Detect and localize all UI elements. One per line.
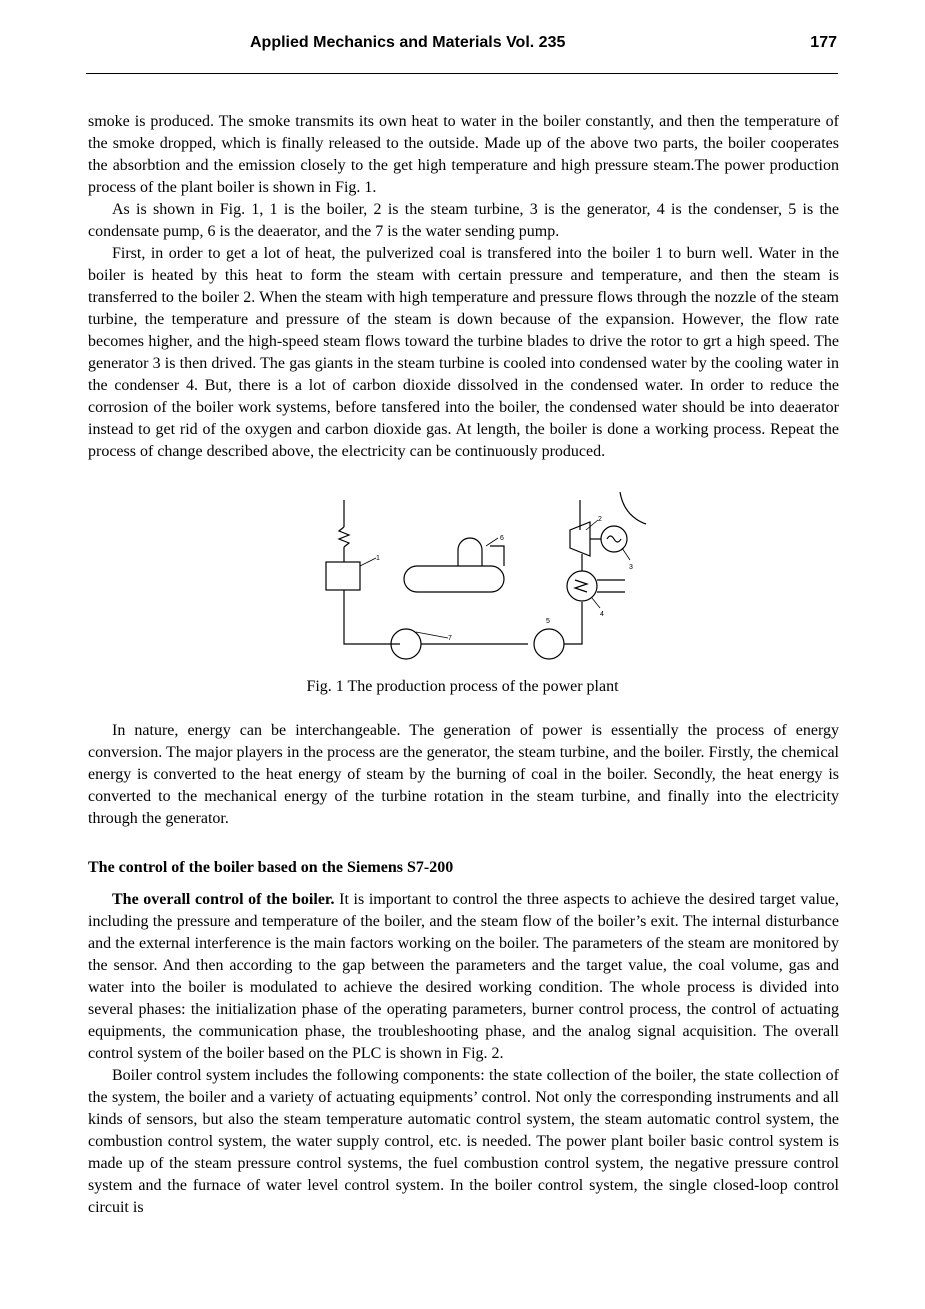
leader-line-4 [592, 598, 600, 608]
page-number: 177 [810, 34, 837, 51]
subsection-title: The overall control of the boiler. [112, 891, 335, 908]
deaerator-tank [404, 566, 504, 592]
paragraph: In nature, energy can be interchangeable. The generation of power is essentially the process of energy conversion. The major players in the process are the generator, the steam turbine, and the boiler. Firstly, the chemical energy is converted to the heat energy of steam by the burning of coal in the boiler. Secondly, the heat energy is converted to the mechanical energy of the turbine rotation in the steam turbine, and finally into the electricity through the generator. [88, 722, 839, 827]
boiler [326, 562, 360, 590]
body-text-middle [88, 720, 839, 830]
deaerator-head [458, 538, 482, 566]
paragraph [88, 889, 839, 1065]
paragraph: First, in order to get a lot of heat, the pulverized coal is transfered into the boiler 1 to burn well. Water in the boiler is heated by this heat to form the steam with certain pressure and temperature, and then the steam is transferred to the boiler 2. When the steam with high temperature and pressure flows through the nozzle of the steam turbine, the temperature and pressure of the steam is down because of the expansion. However, the flow rate becomes higher, and the high-speed steam flows toward the turbine blades to drive the rotor to grt a high speed. The generator 3 is then drived. The gas giants in the steam turbine is cooled into condensed water by the cooling water in the condenser 4. But, there is a lot of carbon dioxide dissolved in the condensed water. In order to reduce the corrosion of the boiler work systems, before tansfered into the boiler, the condensed water should be into deaerator instead to get rid of the oxygen and carbon dioxide gas. At length, the boiler is done a working process. Repeat the process of change described above, the electricity can be continuously produced. [88, 245, 839, 460]
subsection-text: It is important to control the three aspects to achieve the desired target value, including the pressure and temperature of the boiler, and the steam flow of the boiler’s exit. The internal disturbance and the external interference is the main factors working on the boiler. The parameters of the steam are monitored by the sensor. And then according to the gap between the parameters and the target value, the coal volume, gas and water into the boiler is modulated to achieve the desired working condition. The whole process is divided into several phases: the initialization phase of the operating parameters, burner control process, the control of actuating equipments, the communication phase, the troubleshooting phase, and the analog signal acquisition. The overall control system of the boiler based on the PLC is shown in Fig. 2. [88, 891, 840, 1062]
label-1: 1 [376, 555, 380, 562]
label-7: 7 [448, 635, 452, 642]
condensate-pump [534, 629, 564, 659]
journal-title: Applied Mechanics and Materials Vol. 235 [250, 34, 566, 51]
steam-supply-arc [620, 492, 646, 524]
leader-line-6 [486, 538, 498, 546]
leader-line-3 [622, 548, 630, 560]
section-heading: The control of the boiler based on the Siemens S7-200 [88, 859, 454, 876]
header-rule [86, 73, 838, 74]
leader-line-2 [586, 520, 598, 530]
label-3: 3 [629, 564, 633, 571]
label-6: 6 [500, 535, 504, 542]
label-2: 2 [598, 516, 602, 523]
condenser-coil [575, 580, 587, 592]
power-plant-diagram [320, 492, 650, 672]
boiler-to-pump7-line [344, 590, 400, 644]
boiler-coil [339, 527, 349, 547]
figure-caption: Fig. 1 The production process of the power plant [306, 678, 619, 695]
paragraph: As is shown in Fig. 1, 1 is the boiler, 2 is the steam turbine, 3 is the generator, 4 is the condenser, 5 is the condensate pump, 6 is the deaerator, and the 7 is the water sending pump. [88, 201, 839, 240]
generator-symbol [607, 536, 621, 542]
pump5-riser [564, 602, 582, 644]
label-4: 4 [600, 611, 604, 618]
leader-line-1 [360, 558, 376, 566]
page-header [88, 34, 837, 56]
leader-line-7 [416, 632, 448, 638]
deaerator-connector [490, 546, 504, 566]
body-text-top [88, 111, 839, 463]
paragraph: smoke is produced. The smoke transmits its own heat to water in the boiler constantly, and then the temperature of the smoke dropped, which is finally released to the outside. Made up of the above two parts, the boiler cooperates the absorbtion and the emission closely to the get high temperature and high pressure steam.The power production process of the plant boiler is shown in Fig. 1. [88, 113, 839, 196]
label-5: 5 [546, 618, 550, 625]
paragraph: Boiler control system includes the following components: the state collection of the boiler, the state collection of the system, the boiler and a variety of actuating equipments’ control. Not only the corresponding instruments and all kinds of sensors, but also the steam temperature automatic control system, the steam automatic control system, the combustion control system, the water supply control, etc. is needed. The power plant boiler basic control system is made up of the steam pressure control systems, the fuel combustion control system, the negative pressure control system and the furnace of water level control system. In the boiler control system, the single closed-loop control circuit is [88, 1067, 839, 1216]
body-text-bottom [88, 889, 839, 1219]
